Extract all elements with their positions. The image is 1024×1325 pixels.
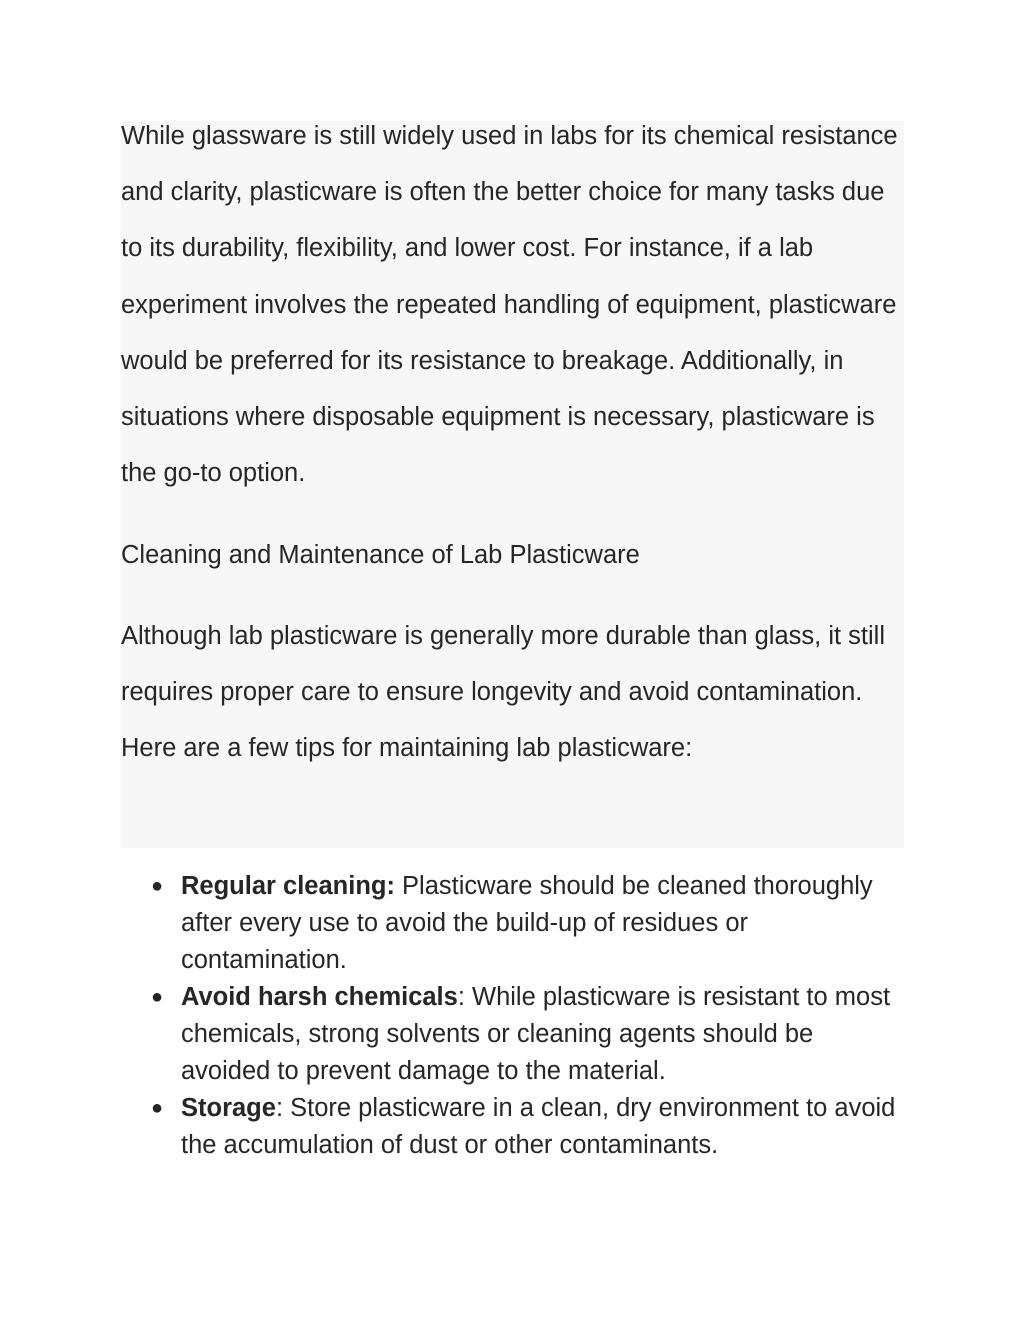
- bullet-icon: ●: [151, 986, 164, 1008]
- list-item-regular-cleaning: [121, 868, 904, 979]
- list-item-avoid-harsh-chemicals: [121, 979, 904, 1090]
- tip-text: : While plasticware is resistant to most chemicals, strong solvents or cleaning agents should be avoided to prevent damage to the material.: [181, 983, 891, 1085]
- bullet-icon: ●: [151, 875, 164, 897]
- tip-text: : Store plasticware in a clean, dry environment to avoid the accumulation of dust or other contaminants.: [181, 1094, 896, 1159]
- tip-term: Storage: [181, 1094, 276, 1122]
- tip-term: Regular cleaning:: [181, 872, 395, 900]
- bullet-icon: ●: [151, 1097, 164, 1119]
- tips-list: [121, 868, 904, 1164]
- section-heading: Cleaning and Maintenance of Lab Plasticware: [121, 541, 640, 569]
- tip-term: Avoid harsh chemicals: [181, 983, 458, 1011]
- tip-text: Plasticware should be cleaned thoroughly after every use to avoid the build-up of residues or contamination.: [181, 872, 873, 974]
- list-item-storage: [121, 1090, 904, 1164]
- intro-paragraph: While glassware is still widely used in labs for its chemical resistance and clarity, plasticware is often the better choice for many tasks due to its durability, flexibility, and lower cost. For instance, if a lab experiment involves the repeated handling of equipment, plasticware would be preferred for its resistance to breakage. Additionally, in situations where disposable equipment is necessary, plasticware is the go-to option.: [121, 122, 898, 488]
- section-paragraph: Although lab plasticware is generally more durable than glass, it still requires proper care to ensure longevity and avoid contamination. Here are a few tips for maintaining lab plasticware:: [121, 622, 885, 763]
